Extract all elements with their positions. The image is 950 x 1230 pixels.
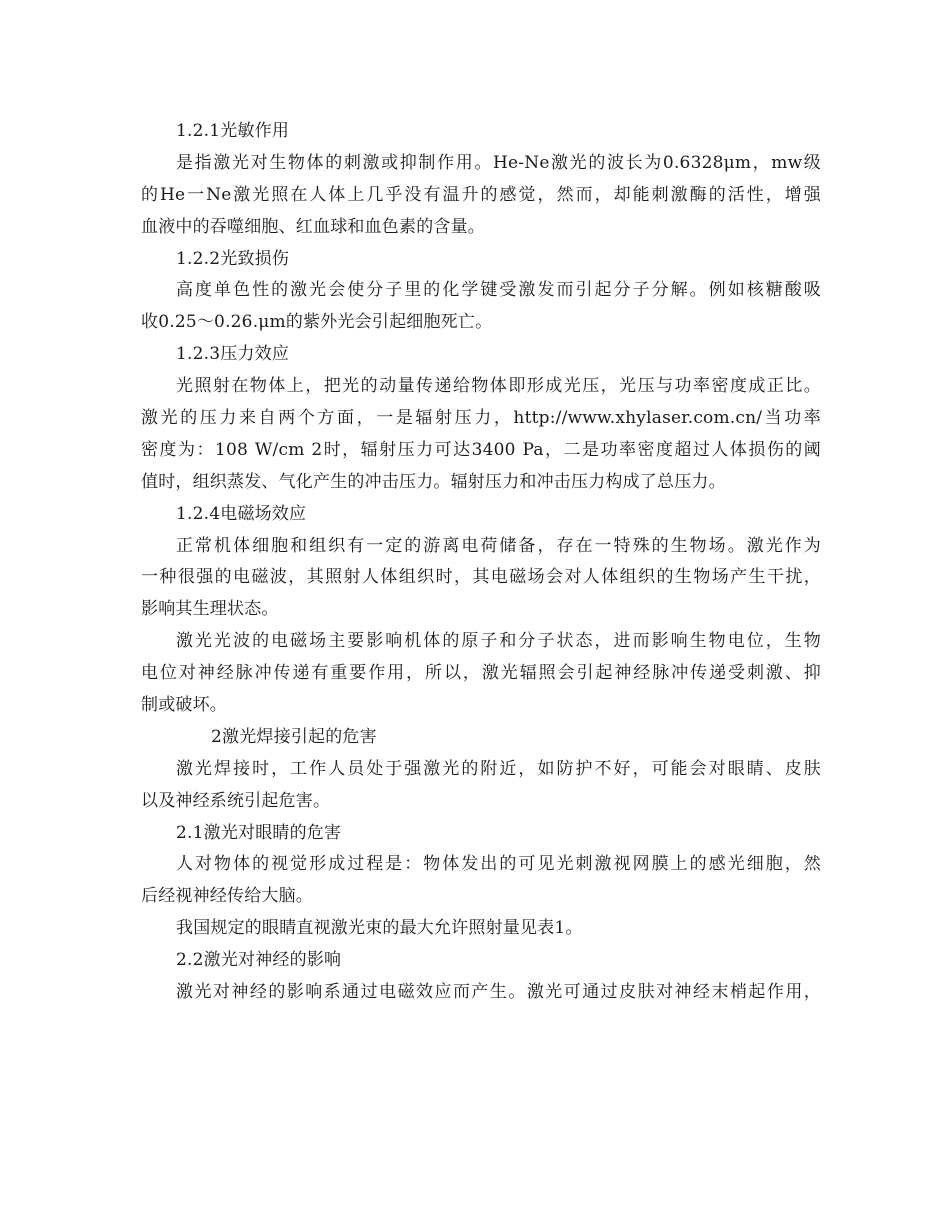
text-line: 高度单色性的激光会使分子里的化学键受激发而引起分子分解。例如核糖酸吸 — [176, 280, 821, 301]
text-line: 2激光焊接引起的危害 — [211, 726, 377, 747]
text-line: 后经视神经传给大脑。 — [141, 886, 313, 907]
text-line: 光照射在物体上，把光的动量传递给物体即形成光压，光压与功率密度成正比。 — [176, 376, 821, 397]
text-line: 我国规定的眼睛直视激光束的最大允许照射量见表1。 — [176, 918, 583, 939]
text-line: 电位对神经脉冲传递有重要作用，所以，激光辐照会引起神经脉冲传递受刺激、抑 — [141, 663, 821, 684]
text-line: 密度为：108 W/cm 2时，辐射压力可达3400 Pa，二是功率密度超过人体损伤的阈 — [141, 439, 821, 460]
text-line: 的He一Ne激光照在人体上几乎没有温升的感觉，然而，却能刺激酶的活性，增强 — [141, 184, 821, 205]
text-line: 1.2.3压力效应 — [176, 344, 290, 365]
text-line: 1.2.1光敏作用 — [176, 121, 290, 141]
text-line: 正常机体细胞和组织有一定的游离电荷储备，存在一特殊的生物场。激光作为 — [176, 535, 821, 556]
text-line: 制或破坏。 — [141, 695, 227, 716]
text-line: 值时，组织蒸发、气化产生的冲击压力。辐射压力和冲击压力构成了总压力。 — [141, 471, 726, 492]
text-line: 激光对神经的影响系通过电磁效应而产生。激光可通过皮肤对神经末梢起作用， — [176, 982, 821, 1003]
text-line: 人对物体的视觉形成过程是：物体发出的可见光刺激视网膜上的感光细胞，然 — [176, 854, 821, 875]
text-line: 以及神经系统引起危害。 — [141, 790, 331, 811]
text-line: 1.2.4电磁场效应 — [176, 503, 307, 524]
text-line: 激光光波的电磁场主要影响机体的原子和分子状态，进而影响生物电位，生物 — [176, 631, 821, 652]
text-line: 2.1激光对眼睛的危害 — [176, 822, 342, 843]
text-line: 是指激光对生物体的刺激或抑制作用。He-Ne激光的波长为0.6328μm，mw级 — [176, 152, 821, 173]
text-line: 激光的压力来自两个方面，一是辐射压力，http://www.xhylaser.com.cn/当功率 — [141, 408, 821, 429]
text-line: 影响其生理状态。 — [141, 599, 279, 620]
text-line: 激光焊接时，工作人员处于强激光的附近，如防护不好，可能会对眼睛、皮肤 — [176, 758, 821, 779]
text-line: 2.2激光对神经的影响 — [176, 950, 342, 971]
text-line: 一种很强的电磁波，其照射人体组织时，其电磁场会对人体组织的生物场产生干扰， — [141, 567, 821, 588]
document-body — [141, 116, 821, 1009]
text-line: 收0.25～0.26.μm的紫外光会引起细胞死亡。 — [141, 312, 493, 333]
text-line: 血液中的吞噬细胞、红血球和血色素的含量。 — [141, 216, 485, 237]
text-line: 1.2.2光致损伤 — [176, 248, 290, 269]
